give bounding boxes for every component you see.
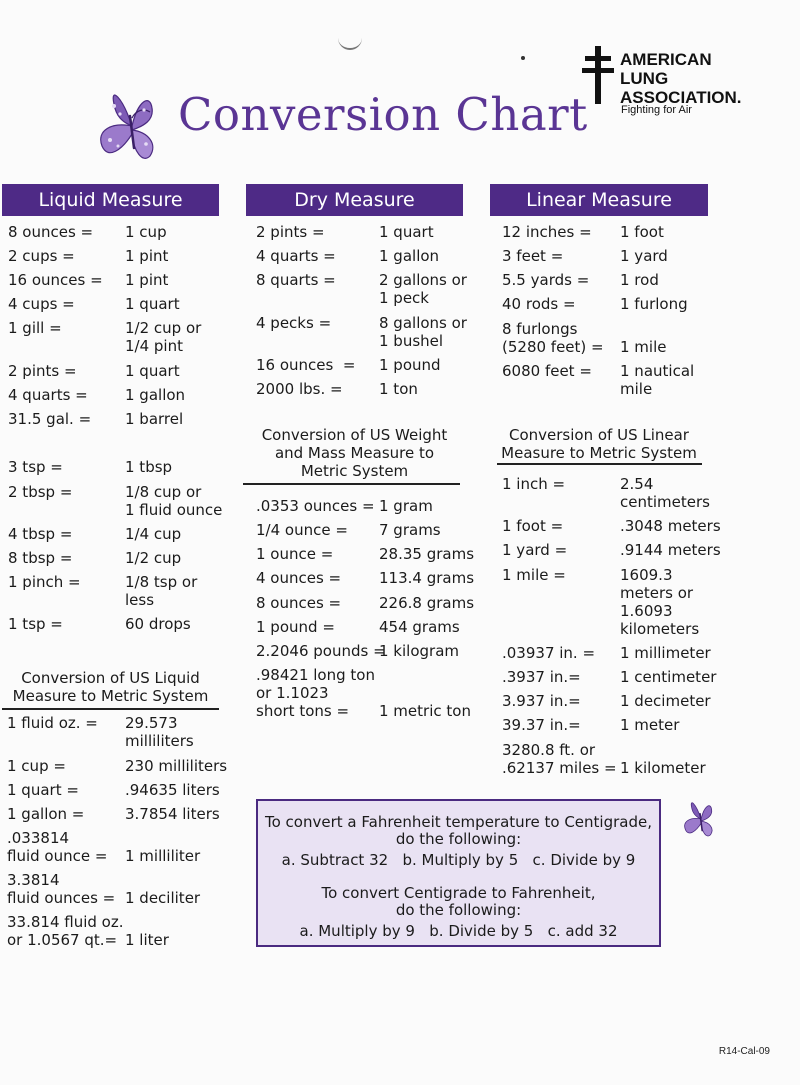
row-label: 2.2046 pounds = [256, 642, 386, 660]
liquid-metric-heading: Conversion of US Liquid Measure to Metric System [12, 669, 209, 705]
row-value: 1 mile [620, 338, 667, 356]
row-label: 8 tbsp = [8, 549, 73, 567]
row-label: 1 ounce = [256, 545, 334, 563]
row-value: 1/8 cup or 1 fluid ounce [125, 483, 223, 519]
row-label: .3937 in.= [502, 668, 581, 686]
org-tagline: Fighting for Air [621, 104, 692, 116]
org-name-line: ASSOCIATION. [620, 88, 742, 107]
form-code: R14-Cal-09 [718, 1046, 770, 1057]
row-value: 1 quart [379, 223, 434, 241]
row-label: 4 quarts = [256, 247, 336, 265]
speck-mark [521, 56, 525, 60]
row-label: 8 quarts = [256, 271, 336, 289]
c-to-f-line: do the following: [395, 901, 522, 919]
row-value: 454 grams [379, 618, 460, 636]
row-value: 1 pint [125, 271, 169, 289]
row-label: 3 feet = [502, 247, 564, 265]
row-value: 29.573 milliliters [125, 714, 194, 750]
row-label: 1 foot = [502, 517, 564, 535]
row-value: 28.35 grams [379, 545, 475, 563]
row-label: 1/4 ounce = [256, 521, 348, 539]
row-value: .9144 meters [620, 541, 721, 559]
liquid-measure-heading: Liquid Measure [2, 184, 219, 216]
row-label: 40 rods = [502, 295, 576, 313]
row-label: 2 cups = [8, 247, 75, 265]
row-value: 1 millimeter [620, 644, 711, 662]
row-value: 1 deciliter [125, 889, 201, 907]
row-label: .0353 ounces = [256, 497, 375, 515]
f-to-c-steps: a. Subtract 32 b. Multiply by 5 c. Divide by 9 [281, 851, 636, 869]
row-value: 1609.3 meters or 1.6093 kilometers [620, 566, 700, 638]
row-label: 1 gallon = [7, 805, 85, 823]
row-value: 1 quart [125, 362, 180, 380]
row-value: 230 milliliters [125, 757, 228, 775]
row-value: 8 gallons or 1 bushel [379, 314, 467, 350]
org-name [620, 50, 742, 107]
row-label: 33.814 fluid oz. or 1.0567 qt.= [7, 913, 124, 949]
page-title: Conversion Chart [178, 88, 588, 141]
row-label: .98421 long ton or 1.1023 short tons = [256, 666, 375, 720]
row-label: 1 tsp = [8, 615, 63, 633]
row-label: 8 furlongs (5280 feet) = [502, 320, 604, 356]
row-label: 6080 feet = [502, 362, 592, 380]
row-label: 8 ounces = [256, 594, 342, 612]
temperature-note [256, 799, 661, 947]
row-label: 16 ounces = [8, 271, 103, 289]
f-to-c-line: To convert a Fahrenheit temperature to Centigrade, [265, 813, 652, 831]
row-value: 1 rod [620, 271, 659, 289]
row-label: 4 quarts = [8, 386, 88, 404]
row-value: 1 nautical mile [620, 362, 695, 398]
row-value: 60 drops [125, 615, 191, 633]
row-value: 113.4 grams [379, 569, 475, 587]
row-value: 1/2 cup [125, 549, 182, 567]
row-value: 1 ton [379, 380, 418, 398]
linear-metric-heading: Conversion of US Linear Measure to Metric System [501, 426, 697, 462]
divider [497, 463, 702, 465]
row-label: 39.37 in.= [502, 716, 581, 734]
row-label: 1 cup = [7, 757, 66, 775]
row-value: 1 kilogram [379, 642, 460, 660]
row-label: 3.3814 fluid ounces = [7, 871, 116, 907]
row-value: 1 liter [125, 931, 169, 949]
row-value: 1 gallon [125, 386, 186, 404]
row-label: .03937 in. = [502, 644, 596, 662]
row-label: 31.5 gal. = [8, 410, 92, 428]
row-label: 5.5 yards = [502, 271, 590, 289]
row-value: 1/2 cup or 1/4 pint [125, 319, 202, 355]
row-label: 1 pound = [256, 618, 335, 636]
row-label: 2 pints = [8, 362, 77, 380]
row-value: 1 furlong [620, 295, 688, 313]
row-label: 4 pecks = [256, 314, 332, 332]
row-value: 1 foot [620, 223, 664, 241]
row-value: 1 meter [620, 716, 680, 734]
row-label: 4 tbsp = [8, 525, 73, 543]
row-label: 2 pints = [256, 223, 325, 241]
row-value: 1 metric ton [379, 702, 471, 720]
row-label: 1 gill = [8, 319, 62, 337]
row-value: 1/4 cup [125, 525, 182, 543]
butterfly-icon [92, 86, 164, 166]
row-label: 4 ounces = [256, 569, 342, 587]
row-label: 4 cups = [8, 295, 75, 313]
row-value: 1 barrel [125, 410, 184, 428]
row-value: 1 centimeter [620, 668, 717, 686]
c-to-f-steps: a. Multiply by 9 b. Divide by 5 c. add 32 [299, 922, 618, 940]
row-label: 16 ounces = [256, 356, 356, 374]
row-value: 1/8 tsp or less [125, 573, 198, 609]
weight-metric-heading: Conversion of US Weight and Mass Measure to Metric System [261, 426, 448, 480]
double-cross-icon [580, 44, 616, 106]
row-value: 1 gram [379, 497, 433, 515]
row-value: 2.54 centimeters [620, 475, 710, 511]
row-value: .3048 meters [620, 517, 721, 535]
row-label: 2 tbsp = [8, 483, 73, 501]
divider [243, 483, 460, 485]
row-value: 226.8 grams [379, 594, 475, 612]
row-value: 1 gallon [379, 247, 440, 265]
org-name-line: AMERICAN [620, 50, 712, 69]
row-label: 8 ounces = [8, 223, 94, 241]
row-value: 1 tbsp [125, 458, 173, 476]
row-value: 1 pint [125, 247, 169, 265]
row-value: 1 decimeter [620, 692, 711, 710]
row-label: 1 fluid oz. = [7, 714, 98, 732]
row-value: 1 milliliter [125, 847, 201, 865]
row-label: 3280.8 ft. or .62137 miles = [502, 741, 617, 777]
row-label: 2000 lbs. = [256, 380, 343, 398]
row-label: .033814 fluid ounce = [7, 829, 108, 865]
org-name-line: LUNG [620, 69, 669, 88]
row-label: 3 tsp = [8, 458, 63, 476]
row-label: 1 yard = [502, 541, 568, 559]
row-value: 1 cup [125, 223, 167, 241]
butterfly-icon [680, 798, 718, 840]
row-value: 2 gallons or 1 peck [379, 271, 467, 307]
row-value: 1 pound [379, 356, 441, 374]
linear-measure-heading: Linear Measure [490, 184, 708, 216]
row-label: 1 inch = [502, 475, 566, 493]
row-label: 12 inches = [502, 223, 592, 241]
divider [2, 708, 219, 710]
row-label: 1 mile = [502, 566, 566, 584]
row-label: 1 quart = [7, 781, 79, 799]
c-to-f-line: To convert Centigrade to Fahrenheit, [321, 884, 596, 902]
row-value: 1 yard [620, 247, 668, 265]
row-label: 1 pinch = [8, 573, 81, 591]
row-value: 1 kilometer [620, 759, 706, 777]
hole-punch-mark [338, 34, 362, 50]
row-value: .94635 liters [125, 781, 220, 799]
f-to-c-line: do the following: [395, 830, 522, 848]
row-label: 3.937 in.= [502, 692, 581, 710]
dry-measure-heading: Dry Measure [246, 184, 463, 216]
row-value: 1 quart [125, 295, 180, 313]
row-value: 3.7854 liters [125, 805, 220, 823]
row-value: 7 grams [379, 521, 441, 539]
